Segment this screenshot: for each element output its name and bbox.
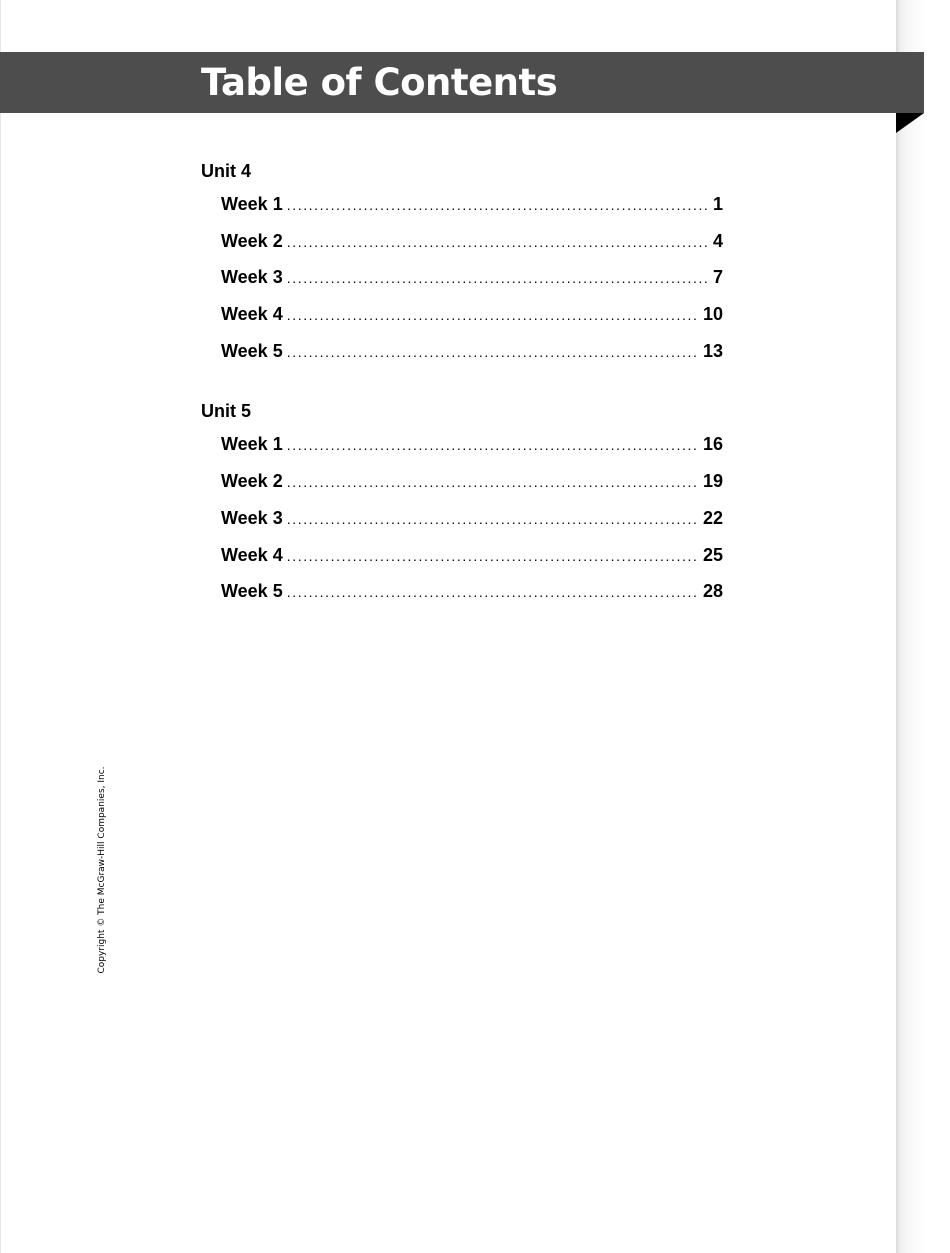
toc-entry-page: 10 bbox=[702, 304, 723, 325]
toc-entry[interactable] bbox=[201, 537, 723, 574]
dot-leader bbox=[287, 187, 709, 224]
dot-leader bbox=[287, 501, 699, 538]
toc-entry-page: 22 bbox=[702, 507, 723, 528]
unit-title: Unit 4 bbox=[201, 161, 252, 181]
toc-entry-label: Week 1 bbox=[221, 434, 283, 455]
dot-leader bbox=[287, 538, 699, 575]
toc-entry[interactable] bbox=[201, 500, 723, 537]
toc-entry-label: Week 4 bbox=[221, 544, 283, 565]
toc-entry-page: 4 bbox=[712, 230, 723, 251]
dot-leader bbox=[287, 574, 699, 611]
toc-entry[interactable] bbox=[201, 333, 723, 370]
toc-entry-label: Week 2 bbox=[221, 471, 283, 492]
unit-section-5 bbox=[201, 396, 723, 609]
toc-entry-label: Week 2 bbox=[221, 230, 283, 251]
toc-entry-label: Week 4 bbox=[221, 304, 283, 325]
dot-leader bbox=[287, 427, 699, 464]
toc-entry[interactable] bbox=[201, 223, 723, 260]
toc-entry-page: 19 bbox=[702, 471, 723, 492]
dot-leader bbox=[287, 260, 709, 297]
unit-section-4 bbox=[201, 156, 723, 369]
toc-entry-label: Week 5 bbox=[221, 340, 283, 361]
dot-leader bbox=[287, 464, 699, 501]
toc-entry-page: 25 bbox=[702, 544, 723, 565]
toc-entry[interactable] bbox=[201, 296, 723, 333]
page-edge-shadow bbox=[896, 0, 950, 1253]
toc-entry-page: 28 bbox=[702, 581, 723, 602]
unit-title: Unit 5 bbox=[201, 401, 252, 422]
toc-entry[interactable] bbox=[201, 573, 723, 610]
title-flag bbox=[896, 113, 924, 133]
toc-entry-page: 7 bbox=[712, 267, 723, 288]
toc-entry-label: Week 3 bbox=[221, 267, 283, 288]
toc-entry[interactable] bbox=[201, 186, 723, 223]
toc-entry-label: Week 3 bbox=[221, 507, 283, 528]
copyright-notice: Copyright © The McGraw-Hill Companies, Inc. bbox=[97, 766, 107, 974]
dot-leader bbox=[287, 224, 709, 261]
toc-entry[interactable] bbox=[201, 463, 723, 500]
toc-entry-label: Week 5 bbox=[221, 581, 283, 602]
toc-entry[interactable] bbox=[201, 259, 723, 296]
toc-entry[interactable] bbox=[201, 426, 723, 463]
toc-entry-page: 13 bbox=[702, 340, 723, 361]
toc-entry-page: 1 bbox=[712, 194, 723, 214]
toc-entry-page: 16 bbox=[702, 434, 723, 455]
page-title: Table of Contents bbox=[201, 61, 558, 104]
toc-entry-label: Week 1 bbox=[221, 194, 283, 214]
table-of-contents bbox=[201, 156, 723, 637]
dot-leader bbox=[287, 297, 699, 334]
dot-leader bbox=[287, 334, 699, 371]
